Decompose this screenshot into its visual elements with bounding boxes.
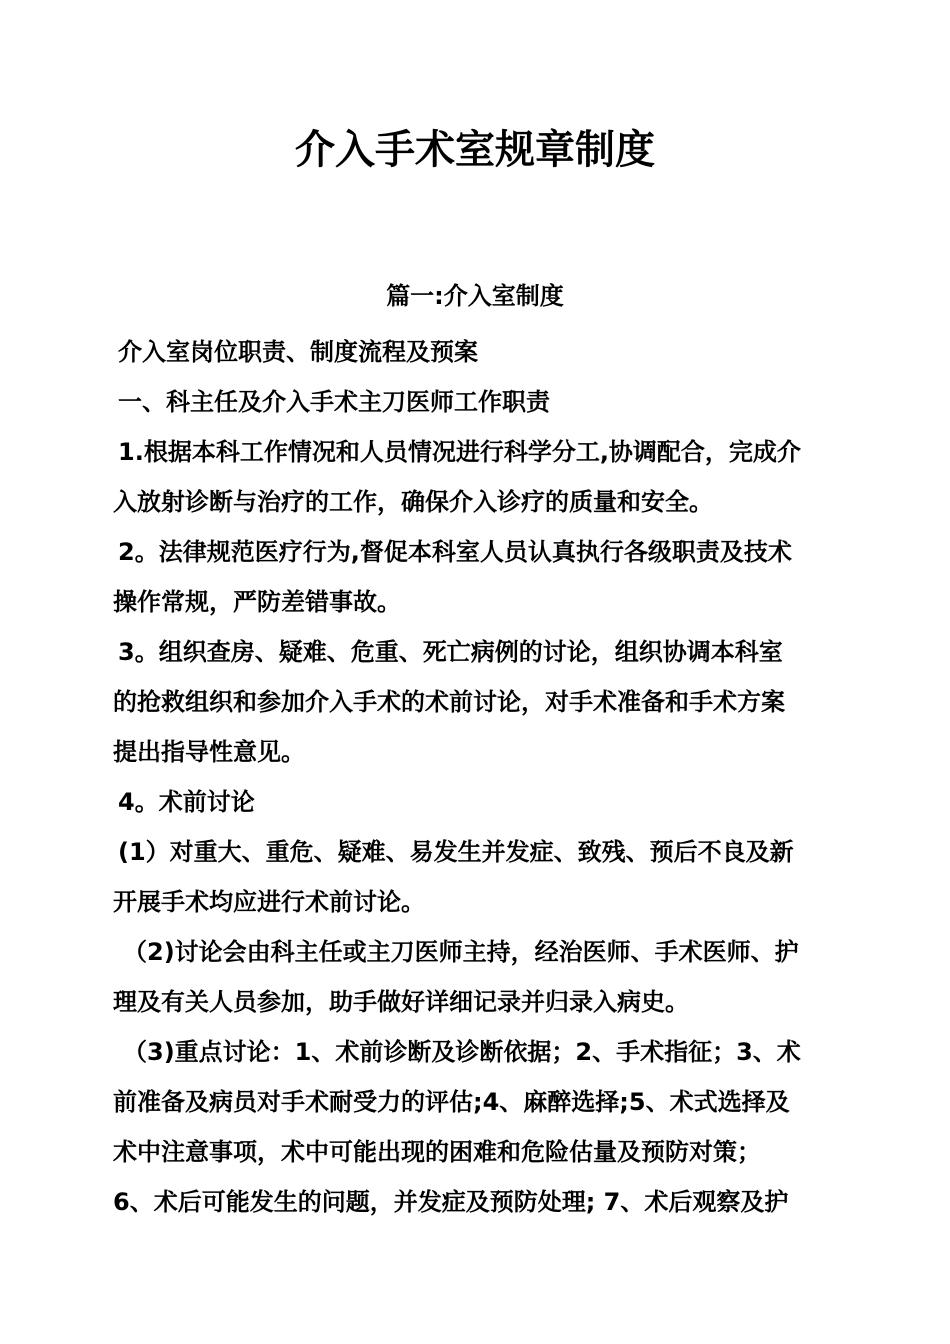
body-line: 的抢救组织和参加介入手术的术前讨论，对手术准备和手术方案 bbox=[113, 688, 785, 716]
body-line: 开展手术均应进行术前讨论。 bbox=[113, 888, 425, 916]
body-line: 1.根据本科工作情况和人员情况进行科学分工,协调配合，完成介 bbox=[118, 438, 801, 466]
body-line: 提出指导性意见。 bbox=[113, 738, 305, 766]
body-line: 前准备及病员对手术耐受力的评估;4、麻醉选择;5、术式选择及 bbox=[113, 1088, 790, 1116]
document-title: 介入手术室规章制度 bbox=[295, 127, 655, 173]
body-line: （3)重点讨论：1、术前诊断及诊断依据；2、手术指征；3、术 bbox=[123, 1038, 801, 1066]
body-line: (1）对重大、重危、疑难、易发生并发症、致残、预后不良及新 bbox=[118, 838, 794, 866]
body-line: 4。术前讨论 bbox=[118, 788, 255, 816]
body-line: 理及有关人员参加，助手做好详细记录并归录入病史。 bbox=[113, 988, 689, 1016]
body-line: 介入室岗位职责、制度流程及预案 bbox=[118, 338, 478, 366]
body-line: 3。组织查房、疑难、危重、死亡病例的讨论，组织协调本科室 bbox=[118, 638, 783, 666]
body-line: 一、科主任及介入手术主刀医师工作职责 bbox=[118, 388, 550, 416]
body-line: （2)讨论会由科主任或主刀医师主持，经治医师、手术医师、护 bbox=[123, 938, 799, 966]
body-line: 操作常规，严防差错事故。 bbox=[113, 588, 401, 616]
body-line: 入放射诊断与治疗的工作，确保介入诊疗的质量和安全。 bbox=[113, 488, 713, 516]
document-body bbox=[113, 327, 840, 1227]
section-heading: 篇一:介入室制度 bbox=[386, 282, 564, 310]
body-line: 术中注意事项，术中可能出现的困难和危险估量及预防对策； bbox=[113, 1138, 761, 1166]
body-line: 6、术后可能发生的问题，并发症及预防处理; 7、术后观察及护 bbox=[113, 1188, 789, 1216]
body-line: 2。法律规范医疗行为,督促本科室人员认真执行各级职责及技术 bbox=[118, 538, 792, 566]
